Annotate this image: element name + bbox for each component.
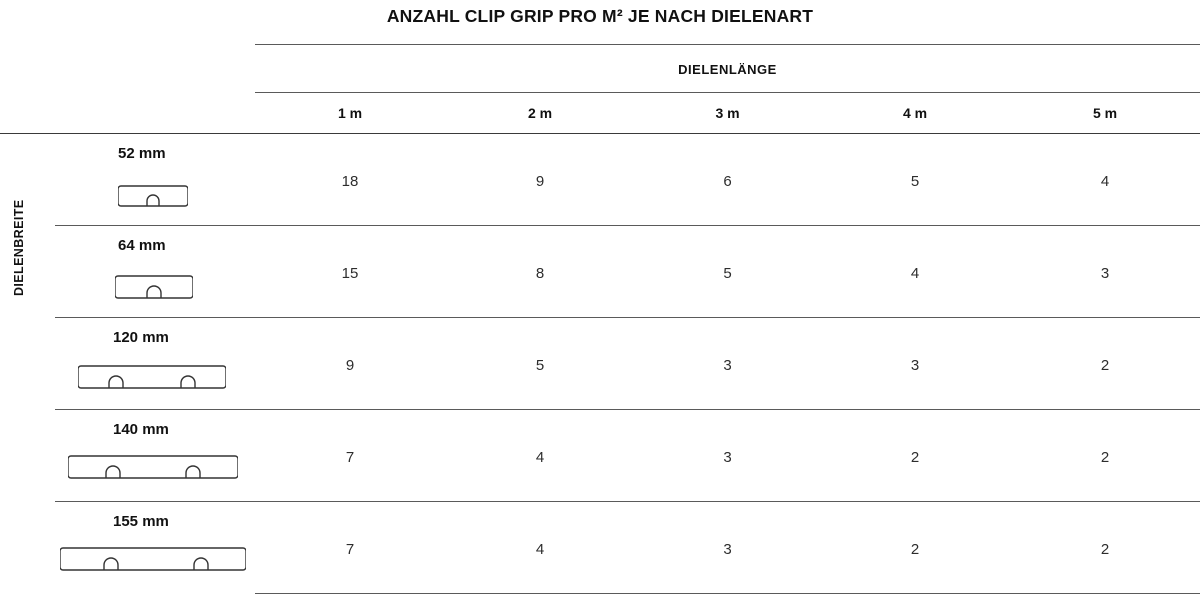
row-group-label: DIELENBREITE [12, 199, 26, 296]
header-top-rule [255, 44, 1200, 45]
cell-120mm-2m: 5 [535, 357, 545, 374]
row-label-52mm: 52 mm [118, 145, 166, 162]
board-profile-icon [115, 272, 193, 302]
cell-52mm-5m: 4 [1100, 173, 1110, 190]
cell-155mm-5m: 2 [1100, 541, 1110, 558]
cell-64mm-2m: 8 [535, 265, 545, 282]
header-mid-rule [255, 92, 1200, 93]
cell-140mm-5m: 2 [1100, 449, 1110, 466]
cell-52mm-4m: 5 [910, 173, 920, 190]
cell-120mm-5m: 2 [1100, 357, 1110, 374]
cell-140mm-2m: 4 [535, 449, 545, 466]
cell-140mm-3m: 3 [723, 449, 732, 466]
row-label-120mm: 120 mm [113, 329, 169, 346]
cell-155mm-4m: 2 [910, 541, 920, 558]
row-rule-1 [55, 225, 1200, 226]
board-profile-icon [78, 362, 226, 392]
cell-64mm-5m: 3 [1100, 265, 1110, 282]
page-title: ANZAHL CLIP GRIP PRO M² JE NACH DIELENART [386, 6, 814, 26]
cell-155mm-2m: 4 [535, 541, 545, 558]
row-rule-3 [55, 409, 1200, 410]
board-profile-icon [60, 544, 246, 574]
board-profile-icon [68, 452, 238, 482]
cell-52mm-2m: 9 [535, 173, 545, 190]
header-bottom-rule [0, 133, 1200, 134]
cell-140mm-4m: 2 [910, 449, 920, 466]
row-label-155mm: 155 mm [113, 513, 169, 530]
cell-155mm-3m: 3 [723, 541, 732, 558]
column-group-label: DIELENLÄNGE [678, 62, 777, 77]
column-header-1m: 1 m [337, 105, 363, 121]
cell-120mm-3m: 3 [723, 357, 732, 374]
column-header-3m: 3 m [715, 105, 740, 121]
column-header-4m: 4 m [902, 105, 928, 121]
row-label-140mm: 140 mm [113, 421, 169, 438]
cell-140mm-1m: 7 [345, 449, 355, 466]
cell-120mm-1m: 9 [345, 357, 355, 374]
cell-155mm-1m: 7 [345, 541, 355, 558]
cell-52mm-3m: 6 [723, 173, 732, 190]
cell-120mm-4m: 3 [910, 357, 920, 374]
row-rule-4 [55, 501, 1200, 502]
column-header-2m: 2 m [527, 105, 553, 121]
row-label-64mm: 64 mm [118, 237, 166, 254]
cell-64mm-1m: 15 [341, 265, 359, 282]
cell-64mm-3m: 5 [723, 265, 732, 282]
cell-52mm-1m: 18 [341, 173, 359, 190]
board-profile-icon [118, 182, 188, 210]
table-bottom-rule [255, 593, 1200, 594]
row-rule-2 [55, 317, 1200, 318]
cell-64mm-4m: 4 [910, 265, 920, 282]
column-header-5m: 5 m [1092, 105, 1118, 121]
